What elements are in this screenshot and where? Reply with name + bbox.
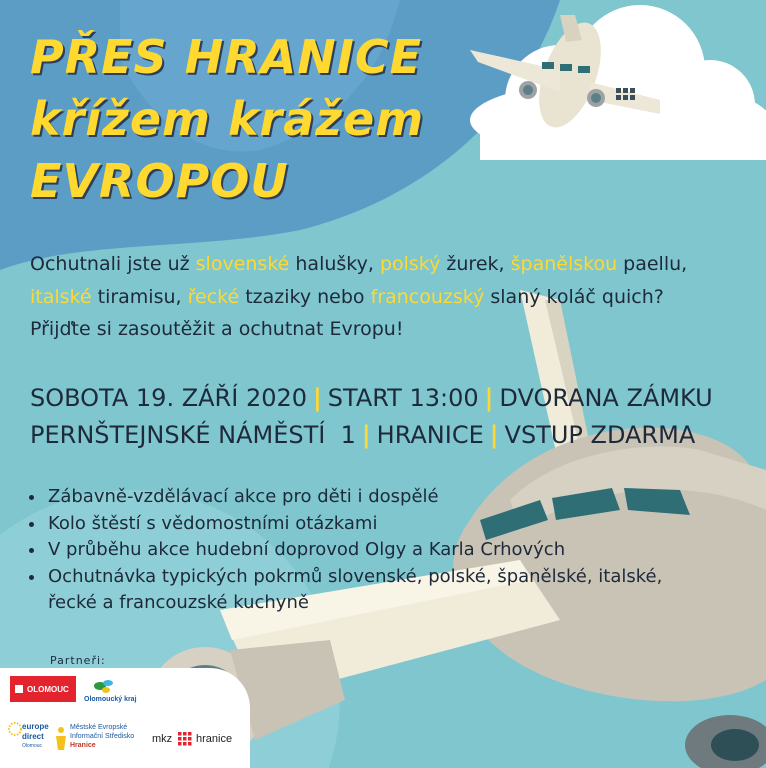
event-city: HRANICE	[376, 421, 484, 449]
intro-text-part: halušky,	[289, 253, 380, 275]
intro-highlight: francouzský	[370, 285, 485, 308]
list-item-line: Ochutnávka typických pokrmů slovenské, polské, španělské, italské,	[48, 565, 663, 587]
mkz-hranice-logo	[152, 730, 244, 750]
separator: |	[361, 421, 371, 449]
mkz-text: mkz	[152, 733, 173, 745]
list-item	[46, 564, 766, 617]
intro-text-part: Přijďte si zasoutěžit a ochutnat Evropu!	[30, 318, 404, 340]
event-venue: DVORANA ZÁMKU	[499, 384, 713, 412]
list-item: • V průběhu akce hudební doprovod Olgy a Karla Crhových	[46, 537, 766, 564]
kraj-logo-text: Olomoucký kraj	[84, 696, 137, 703]
intro-text-part: tzaziky nebo	[239, 285, 371, 308]
title-line-1: PŘES HRANICE	[30, 30, 423, 84]
olomouc-mark-icon	[15, 685, 23, 693]
list-item-line: řecké a francouzské kuchyně	[48, 592, 309, 613]
separator: |	[313, 384, 322, 412]
mis-text: Informační Středisko	[70, 733, 135, 740]
separator: |	[484, 384, 494, 412]
intro-text	[30, 248, 750, 346]
europe-direct-text: europe	[22, 722, 49, 731]
mkz-text: hranice	[196, 733, 233, 745]
partners-label: Partneři:	[50, 654, 106, 667]
mkz-grid-icon	[178, 732, 192, 746]
event-info-row-1	[30, 380, 760, 417]
intro-text-part: paellu,	[617, 253, 688, 275]
intro-text-part: slaný koláč quich?	[484, 285, 664, 308]
page-title	[30, 26, 424, 212]
mis-text: Hranice	[70, 742, 96, 749]
list-item: • Kolo štěstí s vědomostními otázkami	[46, 511, 766, 538]
kraj-leaf-icon	[92, 676, 116, 696]
intro-text-part: Ochutnali jste už	[30, 253, 196, 275]
mis-text: Městské Evropské	[70, 724, 128, 731]
intro-highlight: slovenské	[195, 253, 290, 275]
event-street: PERNŠTEJNSKÉ NÁMĚSTÍ 1	[30, 421, 356, 449]
olomouc-logo-text: OLOMOUC	[27, 684, 69, 694]
feature-list	[22, 484, 766, 617]
event-entry: VSTUP ZDARMA	[504, 421, 696, 449]
olomoucky-kraj-logo	[80, 676, 160, 706]
mis-figure-icon	[54, 726, 68, 752]
event-date: SOBOTA 19. ZÁŘÍ 2020	[30, 384, 308, 412]
event-start: START 13:00	[327, 384, 479, 412]
olomouc-logo	[10, 676, 76, 702]
europe-direct-logo	[8, 716, 48, 764]
intro-highlight: řecké	[187, 285, 240, 308]
mis-hranice-logo	[54, 722, 146, 762]
eu-stars-icon	[8, 722, 22, 736]
title-line-2: křížem krážem	[30, 92, 425, 146]
separator: |	[489, 421, 499, 449]
europe-direct-text: Olomouc	[22, 743, 43, 749]
intro-text-part: tiramisu,	[91, 285, 188, 308]
intro-highlight: italské	[30, 285, 92, 308]
event-info	[30, 380, 760, 454]
list-item: • Zábavně-vzdělávací akce pro děti i dospělé	[46, 484, 766, 511]
event-info-row-2	[30, 417, 760, 454]
title-line-3: EVROPOU	[30, 154, 289, 208]
intro-text-part: žurek,	[440, 253, 511, 275]
intro-highlight: španělskou	[510, 253, 618, 275]
europe-direct-text: direct	[22, 732, 44, 741]
intro-highlight: polský	[379, 253, 441, 275]
